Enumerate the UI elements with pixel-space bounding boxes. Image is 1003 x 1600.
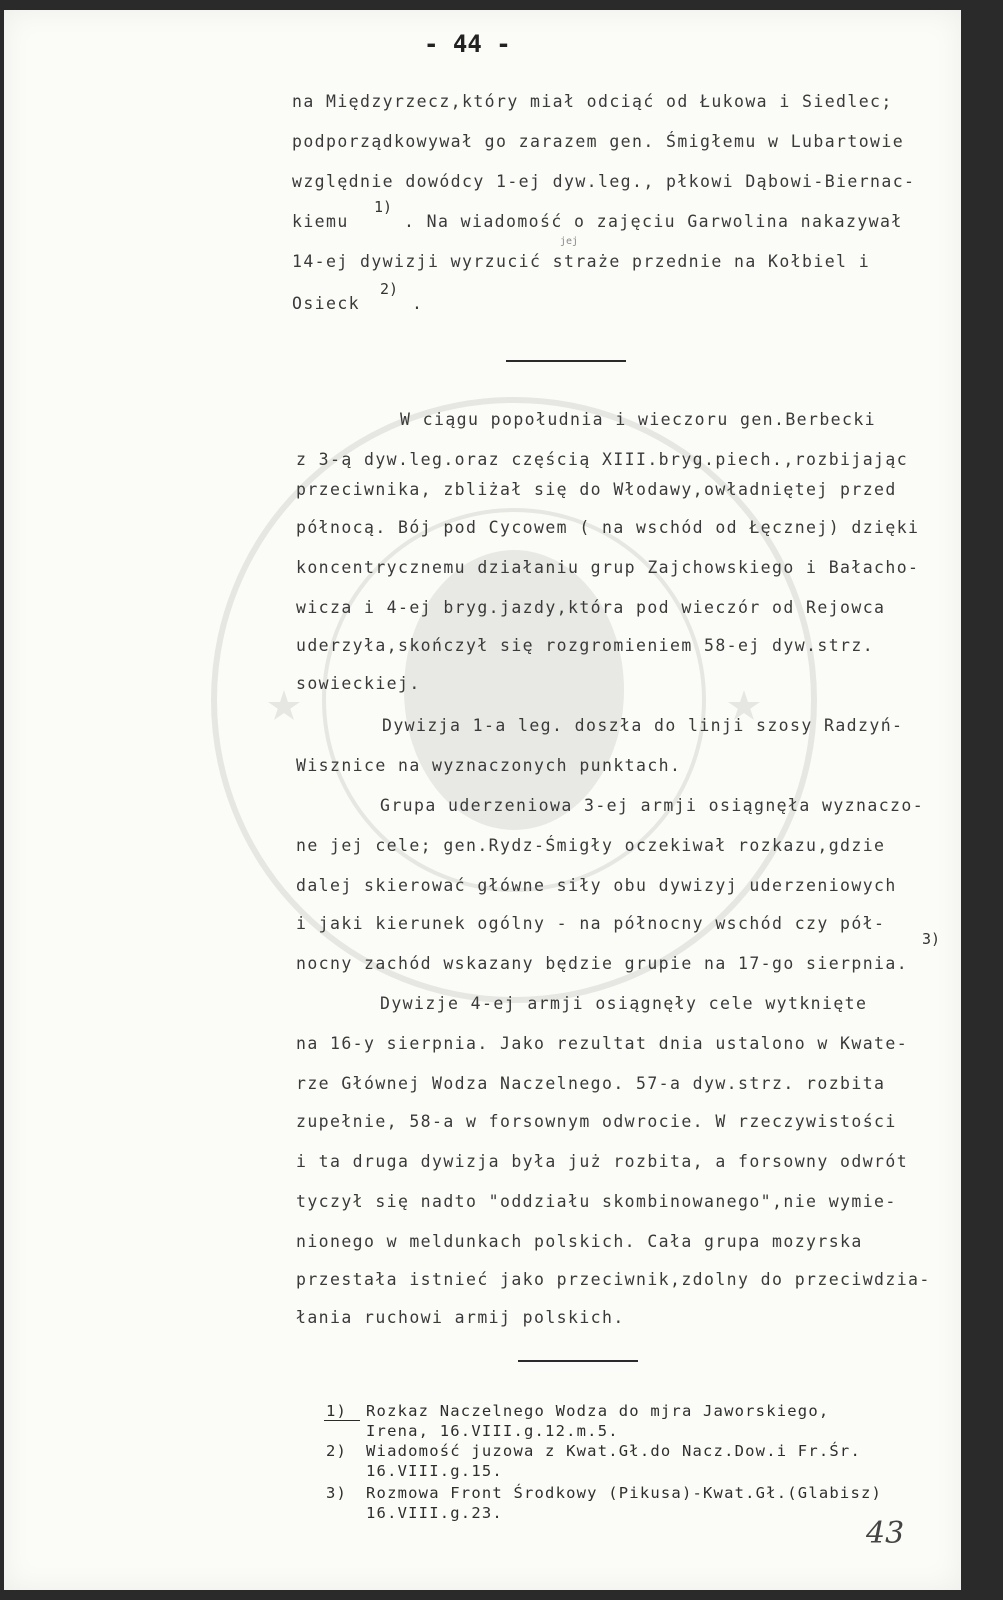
text-line: . Na wiadomość o zajęciu Garwolina nakazywał (404, 212, 903, 231)
footnote-text: Wiadomość juzowa z Kwat.Gł.do Nacz.Dow.i Fr.Śr. (366, 1442, 861, 1460)
text-line: wicza i 4-ej bryg.jazdy,która pod wieczór od Rejowca (296, 598, 886, 617)
text-line: . (412, 294, 424, 313)
text-line: przeciwnika, zbliżał się do Włodawy,owładniętej przed (296, 480, 897, 499)
footnote-underline (324, 1420, 360, 1421)
footnote-text: 16.VIII.g.23. (366, 1504, 503, 1522)
text-line: Osieck (292, 294, 361, 313)
text-line: sowieckiej. (296, 674, 421, 693)
text-line: uderzyła,skończył się rozgromieniem 58-ej dyw.strz. (296, 636, 875, 655)
footnote-text: Rozmowa Front Środkowy (Pikusa)-Kwat.Gł.(Glabisz) (366, 1484, 883, 1502)
text-line: Grupa uderzeniowa 3-ej armji osiągnęła wyznaczo- (380, 796, 925, 815)
text-line: Dywizje 4-ej armji osiągnęły cele wytknięte (380, 994, 868, 1013)
footnote-text: 16.VIII.g.15. (366, 1462, 503, 1480)
text-line: koncentrycznemu działaniu grup Zajchowskiego i Bałacho- (296, 558, 920, 577)
handwritten-page-number: 43 (866, 1516, 905, 1551)
footnote-ref-1: 1) (374, 198, 393, 216)
footnote-mark: 1) (326, 1402, 348, 1420)
document-page (4, 10, 961, 1590)
footnote-mark: 2) (326, 1442, 348, 1460)
footnotes-separator (518, 1360, 638, 1362)
text-line: W ciągu popołudnia i wieczoru gen.Berbecki (400, 410, 877, 429)
text-line: dalej skierować główne siły obu dywizyj uderzeniowych (296, 876, 897, 895)
footnote-mark: 3) (326, 1484, 348, 1502)
text-line: rze Głównej Wodza Naczelnego. 57-a dyw.strz. rozbita (296, 1074, 886, 1093)
text-line: 14-ej dywizji wyrzucić straże przednie na Kołbiel i (292, 252, 871, 271)
text-line: z 3-ą dyw.leg.oraz częścią XIII.bryg.piech.,rozbijając (296, 450, 909, 469)
text-line: tyczył się nadto "oddziału skombinowanego",nie wymie- (296, 1192, 897, 1211)
text-line: łania ruchowi armij polskich. (296, 1308, 625, 1327)
text-line: względnie dowódcy 1-ej dyw.leg., płkowi Dąbowi-Biernac- (292, 172, 916, 191)
text-line: północą. Bój pod Cycowem ( na wschód od Łęcznej) dzięki (296, 518, 920, 537)
text-line: podporządkowywał go zarazem gen. Śmigłemu w Lubartowie (292, 132, 905, 151)
text-line: Wisznice na wyznaczonych punktach. (296, 756, 682, 775)
section-separator (506, 360, 626, 362)
text-line: nionego w meldunkach polskich. Cała grupa mozyrska (296, 1232, 863, 1251)
text-line: kiemu (292, 212, 349, 231)
footnote-ref-2: 2) (380, 280, 399, 298)
text-line: i jaki kierunek ogólny - na północny wschód czy pół- (296, 914, 886, 933)
footnote-text: Rozkaz Naczelnego Wodza do mjra Jaworskiego, (366, 1402, 830, 1420)
footnote-text: Irena, 16.VIII.g.12.m.5. (366, 1422, 619, 1440)
interlinear-note: jej (560, 236, 579, 247)
text-line: zupełnie, 58-a w forsownym odwrocie. W rzeczywistości (296, 1112, 897, 1131)
text-line: na 16-y sierpnia. Jako rezultat dnia ustalono w Kwate- (296, 1034, 909, 1053)
text-line: przestała istnieć jako przeciwnik,zdolny do przeciwdzia- (296, 1270, 931, 1289)
text-line: i ta druga dywizja była już rozbita, a forsowny odwrót (296, 1152, 909, 1171)
page-number: - 44 - (424, 30, 511, 58)
text-line: ne jej cele; gen.Rydz-Śmigły oczekiwał rozkazu,gdzie (296, 836, 886, 855)
footnote-ref-3: 3) (922, 930, 941, 948)
text-line: nocny zachód wskazany będzie grupie na 17-go sierpnia. (296, 954, 909, 973)
text-line: Dywizja 1-a leg. doszła do linji szosy Radzyń- (382, 716, 904, 735)
text-line: na Międzyrzecz,który miał odciąć od Łukowa i Siedlec; (292, 92, 893, 111)
